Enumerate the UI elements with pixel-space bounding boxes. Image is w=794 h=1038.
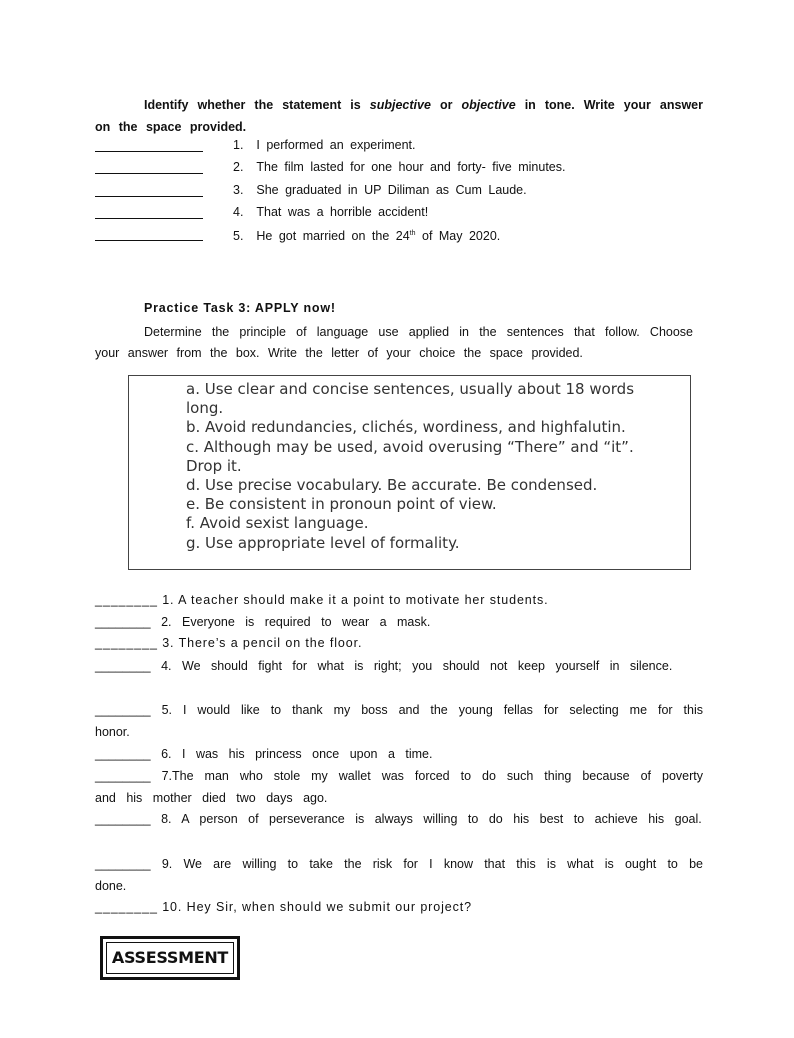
answer-blank[interactable]: ________ <box>95 769 151 783</box>
question-text: 3. There’s a pencil on the floor. <box>157 636 363 650</box>
item-number: 5. <box>233 229 244 244</box>
item-text: The film lasted for one hour and forty- five minutes. <box>256 160 566 174</box>
question-9 <box>95 853 703 897</box>
item-text: He got married on the 24 <box>256 229 410 244</box>
answer-blank[interactable]: ________ <box>95 593 158 607</box>
question-4 <box>95 655 703 677</box>
item-text: That was a horrible accident! <box>256 205 429 219</box>
instruction-text: Determine the principle of language use applied in the sentences that follow. Choose your answer from the box. Write the letter of your choice the space provided. <box>95 325 693 360</box>
item-number: 3. <box>233 183 244 197</box>
answer-blank[interactable] <box>95 160 203 174</box>
tone-item-5 <box>95 225 703 243</box>
question-text: 7.The man who stole my wallet was forced to do such thing because of poverty and his mother died two days ago. <box>95 769 703 805</box>
answer-blank[interactable]: ________ <box>95 636 158 650</box>
answer-blank[interactable] <box>95 138 203 152</box>
tone-item-2 <box>95 158 703 176</box>
tone-item-4 <box>95 203 703 221</box>
question-text: 10. Hey Sir, when should we submit our project? <box>157 900 472 914</box>
question-text: 9. We are willing to take the risk for I know that this is what is ought to be done. <box>95 857 703 893</box>
subjective-term: subjective <box>369 98 431 112</box>
question-8 <box>95 808 703 830</box>
tone-item-1 <box>95 136 703 154</box>
assessment-label: ASSESSMENT <box>106 942 234 974</box>
ordinal-suffix: th <box>409 230 416 237</box>
choice-f: f. Avoid sexist language. <box>186 514 369 533</box>
question-3 <box>95 632 703 654</box>
answer-blank[interactable]: ________ <box>95 659 151 673</box>
item-text: of May 2020. <box>415 229 501 244</box>
answer-blank[interactable] <box>95 205 203 219</box>
question-text: 8. A person of perseverance is always willing to do his best to achieve his goal. <box>150 812 702 826</box>
item-number: 1. <box>233 138 244 152</box>
answer-blank[interactable]: ________ <box>95 703 151 717</box>
item-number: 4. <box>233 205 244 219</box>
answer-blank[interactable]: ________ <box>95 615 151 629</box>
practice-task-title: Practice Task 3: APPLY now! <box>144 301 336 315</box>
practice-task-instruction <box>95 322 693 364</box>
item-text: I performed an experiment. <box>256 138 416 152</box>
question-text: 5. I would like to thank my boss and the young fellas for selecting me for this honor. <box>95 703 703 739</box>
answer-blank[interactable] <box>95 227 203 241</box>
instruction-text: in tone. Write your answer on the space provided. <box>95 98 703 134</box>
answer-blank[interactable]: ________ <box>95 900 158 914</box>
question-text: 4. We should fight for what is right; you should not keep yourself in silence. <box>150 659 673 673</box>
choice-c: c. Although may be used, avoid overusing “There” and “it”. Drop it. <box>186 437 634 475</box>
tone-item-3 <box>95 181 703 199</box>
question-7 <box>95 765 703 809</box>
question-text: 1. A teacher should make it a point to motivate her students. <box>157 593 549 607</box>
instruction-text: or <box>430 98 462 112</box>
question-text: 2. Everyone is required to wear a mask. <box>150 615 431 629</box>
answer-blank[interactable]: ________ <box>95 857 151 871</box>
item-number: 2. <box>233 160 244 174</box>
answer-blank[interactable]: ________ <box>95 812 151 826</box>
item-text: She graduated in UP Diliman as Cum Laude. <box>256 183 527 197</box>
objective-term: objective <box>461 98 516 112</box>
question-2 <box>95 611 703 633</box>
choice-b: b. Avoid redundancies, clichés, wordiness, and highfalutin. <box>186 418 626 437</box>
answer-blank[interactable] <box>95 183 203 197</box>
answer-blank[interactable]: ________ <box>95 747 151 761</box>
instruction-text: Identify whether the statement is <box>144 98 370 112</box>
choices-box <box>128 375 691 570</box>
question-10 <box>95 896 703 918</box>
choice-e: e. Be consistent in pronoun point of view. <box>186 495 497 514</box>
choice-d: d. Use precise vocabulary. Be accurate. Be condensed. <box>186 476 598 495</box>
choice-a: a. Use clear and concise sentences, usually about 18 words long. <box>186 380 635 418</box>
choice-g: g. Use appropriate level of formality. <box>186 533 460 552</box>
question-1 <box>95 589 703 611</box>
question-text: 6. I was his princess once upon a time. <box>150 747 433 761</box>
assessment-heading <box>100 936 240 980</box>
question-6 <box>95 743 703 765</box>
instruction-identify-tone <box>95 94 703 138</box>
question-5 <box>95 699 703 743</box>
